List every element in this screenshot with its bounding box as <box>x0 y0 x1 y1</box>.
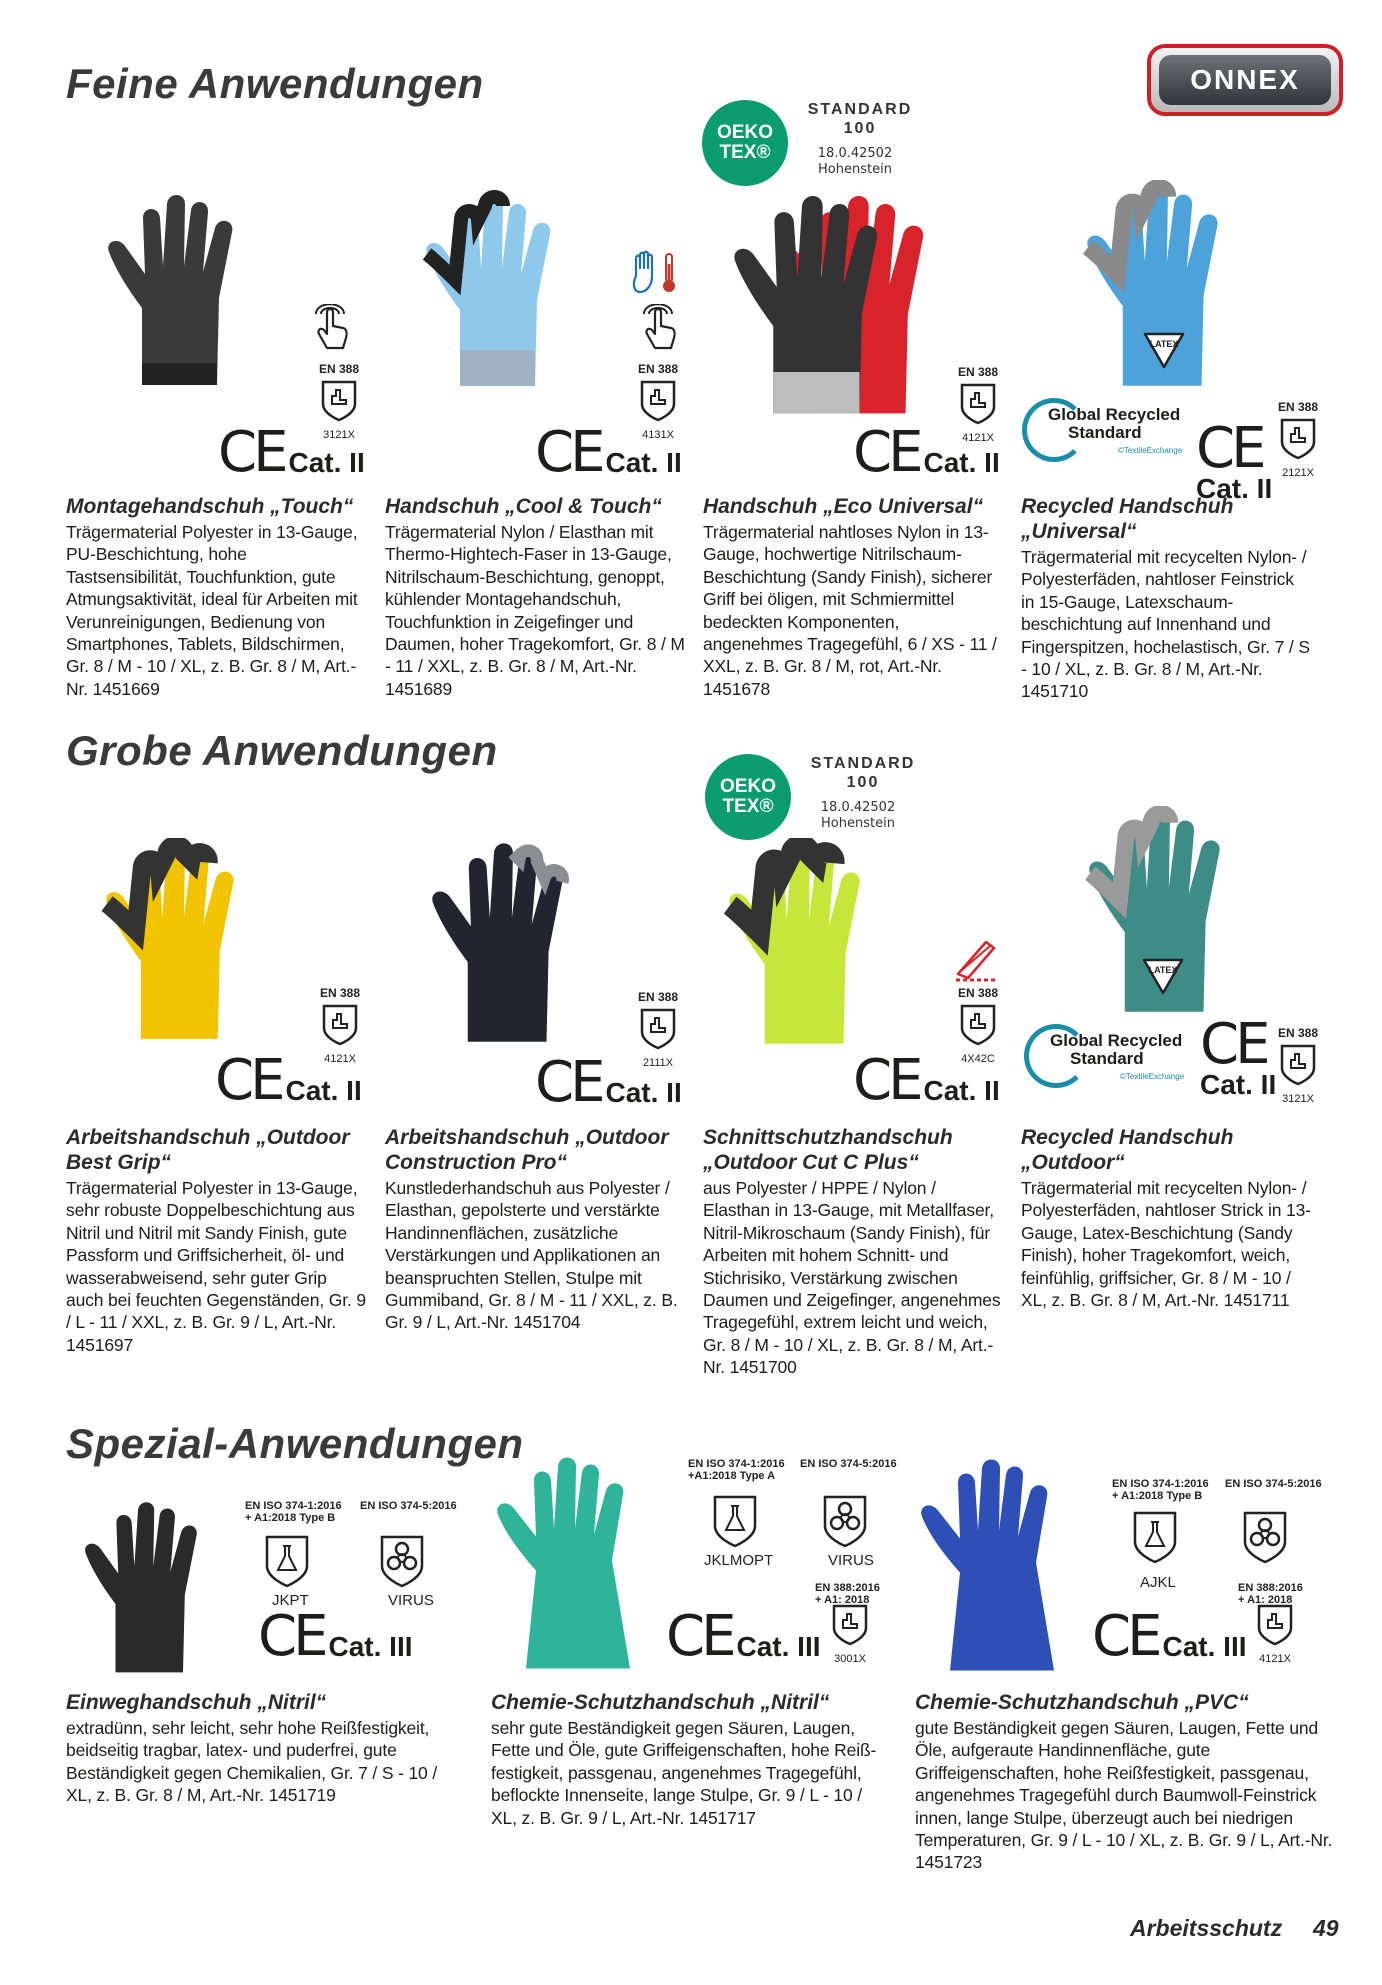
product-eco-universal: Handschuh „Eco Universal“ Trägermaterial nahtloses Nylon in 13-Gauge, hochwertige Nitrilschaum-Beschichtung (Sandy Finish), sicherer Griff bei öligen, mit Schmiermittel bedeckten Komponenten, angenehmes Tragegefühl, 6 / XS - 11 / XXL, z. B. Gr. 8 / M, rot, Art.-Nr. 1451678 <box>703 495 997 699</box>
iso374-5-label: EN ISO 374-5:2016 <box>1225 1478 1322 1490</box>
en388-2016-label: EN 388:2016 + A1: 2018 <box>815 1582 880 1606</box>
biohazard-icon <box>379 1534 425 1588</box>
latex-icon <box>1141 956 1185 996</box>
product-image-cool-touch <box>400 190 610 390</box>
global-recycled-standard-logo: Global Recycled Standard ©TextileExchange <box>1022 394 1198 464</box>
chemical-flask-icon <box>264 1534 310 1588</box>
chemical-code: JKPT <box>272 1592 309 1609</box>
en388-badge: EN 388 4121X <box>319 986 361 1065</box>
iso374-1-label: EN ISO 374-1:2016 + A1:2018 Type B <box>1112 1478 1209 1502</box>
product-image-cut-c-plus <box>702 838 922 1048</box>
touch-function-icon <box>309 304 353 350</box>
en388-shield-icon <box>320 1002 360 1046</box>
iso374-1-label: EN ISO 374-1:2016 + A1:2018 Type B <box>245 1500 342 1524</box>
section-title-feine: Feine Anwendungen <box>66 60 484 107</box>
chemical-code: JKLMOPT <box>704 1552 774 1569</box>
en388-shield-icon <box>1278 1042 1318 1086</box>
product-image-touch <box>82 188 292 388</box>
product-chem-pvc: Chemie-Schutzhandschuh „PVC“ gute Beständigkeit gegen Säuren, Laugen, Fette und Öle, aufgeraute Handinnenfläche, gute Griffeigenschaften, hohe Reißfestigkeit, passgenau, angenehmes Tragegefühl durch Baumwoll-Feinstrick innen, lange Stulpe, überzeugt auch bei niedrigen Temperaturen, Gr. 9 / L - 10 / XL, z. B. Gr. 9 / L, Art.-Nr. 1451723 <box>915 1691 1333 1873</box>
product-image-chem-nitril <box>478 1448 678 1673</box>
oeko-tex-circle: OEKO TEX® <box>705 754 791 840</box>
ce-mark: CE Cat. II <box>218 420 365 485</box>
section-title-grobe: Grobe Anwendungen <box>66 727 498 774</box>
en388-badge: EN 388 3121X <box>318 362 360 441</box>
onnex-logo <box>1147 44 1343 116</box>
page-number: 49 <box>1313 1915 1339 1941</box>
oeko-tex-circle: OEKO TEX® <box>702 100 788 186</box>
en388-shield-icon <box>958 1002 998 1046</box>
ce-mark: CE Cat. II <box>215 1048 362 1113</box>
en388-badge: EN 388 4131X <box>637 362 679 441</box>
oeko-standard: STANDARD 100 <box>807 101 913 137</box>
product-best-grip: Arbeitshandschuh „Outdoor Best Grip“ Trägermaterial Polyester in 13-Gauge, sehr robuste Doppelbeschichtung aus Nitril und Nitril mit Sandy Finish, gute Passform und Griffsicherheit, öl- und wasserabweisend, sehr guter Grip auch bei feuchten Gegenständen, Gr. 9 / L - 11 / XXL, z. B. Gr. 9 / L, Art.-Nr. 1451697 <box>66 1126 366 1355</box>
en388-shield-icon <box>638 1006 678 1050</box>
en388-badge: EN 388 2121X <box>1277 400 1319 479</box>
oeko-cert: 18.0.42502 Hohenstein <box>817 146 893 177</box>
en388-shield-icon <box>1278 416 1318 460</box>
latex-icon <box>1142 330 1186 370</box>
global-recycled-standard-logo: Global Recycled Standard ©TextileExchange <box>1024 1020 1200 1090</box>
product-chem-nitril: Chemie-Schutzhandschuh „Nitril“ sehr gute Beständigkeit gegen Säuren, Laugen, Fette und Öle, gute Griffeigenschaften, hohe Reiß-festigkeit, passgenau, angenehmes Tragegefühl, beflockte Innenseite, lange Stulpe, Gr. 9 / L - 10 / XL, z. B. Gr. 9 / L, Art.-Nr. 1451717 <box>491 1691 877 1828</box>
ce-mark: CE Cat. II <box>535 420 682 485</box>
ce-mark: CE Cat. II <box>535 1050 682 1115</box>
ce-mark: CE Cat. III <box>258 1604 413 1669</box>
product-image-eco-universal <box>700 188 950 418</box>
ce-mark: CE Cat. II <box>853 1048 1000 1113</box>
en388-shield-icon <box>638 378 678 422</box>
chemical-flask-icon <box>712 1494 758 1548</box>
biohazard-icon <box>1242 1510 1288 1564</box>
product-recycled-universal: Recycled Handschuh „Universal“ Trägermaterial mit recycelten Nylon- / Polyesterfäden, nahtloser Feinstrick in 15-Gauge, Latexschaum-beschichtung auf Innenhand und Fingerspitzen, hochelastisch, Gr. 7 / S - 10 / XL, z. B. Gr. 8 / M, Art.-Nr. 1451710 <box>1021 495 1310 702</box>
virus-label: VIRUS <box>388 1592 434 1609</box>
biohazard-icon <box>822 1494 868 1548</box>
oeko-standard: STANDARD 100 <box>810 755 916 791</box>
cut-protection-icon <box>952 936 1000 982</box>
oeko-cert: 18.0.42502 Hohenstein <box>820 800 896 831</box>
en388-shield-icon <box>958 381 998 425</box>
en388-shield-icon <box>319 378 359 422</box>
section-title-spezial: Spezial-Anwendungen <box>66 1420 524 1467</box>
product-einweg-nitril: Einweghandschuh „Nitril“ extradünn, sehr leicht, sehr hohe Reißfestigkeit, beidseitig tragbar, latex- und puderfrei, gute Beständigkeit gegen Chemikalien, Gr. 7 / S - 10 / XL, z. B. Gr. 8 / M, Art.-Nr. 1451719 <box>66 1691 438 1806</box>
product-image-chem-pvc <box>902 1450 1102 1675</box>
en388-badge: EN 388 2111X <box>637 990 679 1069</box>
ce-mark: CE Cat. II <box>1200 1012 1277 1100</box>
en388-badge: EN 388 4121X <box>957 365 999 444</box>
ce-mark: CE Cat. II <box>1196 416 1273 504</box>
product-cut-c-plus: Schnittschutzhandschuh „Outdoor Cut C Plus“ aus Polyester / HPPE / Nylon / Elasthan in 13-Gauge, mit Metallfaser, Nitril-Mikroschaum (Sandy Finish), für Arbeiten mit hohem Schnitt- und Stichrisiko, Verstärkung zwischen Daumen und Zeigefinger, angenehmes Tragegefühl, extrem leicht und weich, Gr. 8 / M - 10 / XL, z. B. Gr. 8 / M, Art.-Nr. 1451700 <box>703 1126 1001 1378</box>
iso374-5-label: EN ISO 374-5:2016 <box>800 1458 897 1470</box>
product-cool-touch: Handschuh „Cool & Touch“ Trägermaterial Nylon / Elasthan mit Thermo-Hightech-Faser in 13-Gauge, Nitrilschaum-Beschichtung, genoppt, kühlender Montagehandschuh, Touchfunktion in Zeigefinger und Daumen, hoher Tragekomfort, Gr. 8 / M - 11 / XXL, z. B. Gr. 8 / M, Art.-Nr. 1451689 <box>385 495 685 699</box>
en388-badge: EN 388 3121X <box>1277 1026 1319 1105</box>
en388-badge: 4121X <box>1245 1600 1305 1665</box>
iso374-1-label: EN ISO 374-1:2016 +A1:2018 Type A <box>688 1458 785 1482</box>
ce-mark: CE Cat. III <box>666 1604 821 1669</box>
ce-mark: CE Cat. III <box>1092 1604 1247 1669</box>
chemical-code: AJKL <box>1140 1574 1176 1591</box>
en388-badge: 3001X <box>820 1600 880 1665</box>
product-construction-pro: Arbeitshandschuh „Outdoor Construction Pro“ Kunstlederhandschuh aus Polyester / Elasthan, gepolsterte und verstärkte Handinnenflächen, zusätzliche Verstärkungen und Applikationen an beanspruchten Stellen, Stulpe mit Gummiband, Gr. 8 / M - 11 / XXL, z. B. Gr. 9 / L, Art.-Nr. 1451704 <box>385 1126 678 1333</box>
en388-2016-label: EN 388:2016 + A1: 2018 <box>1238 1582 1303 1606</box>
product-image-construction-pro <box>410 836 620 1046</box>
product-touch: Montagehandschuh „Touch“ Trägermaterial Polyester in 13-Gauge, PU-Beschichtung, hohe Tastsensibilität, Touchfunktion, gute Atmungsaktivität, ideal für Arbeiten mit Verunreinigungen, Bedienung von Smartphones, Tablets, Bildschirmen, Gr. 8 / M - 10 / XL, z. B. Gr. 8 / M, Art.-Nr. 1451669 <box>66 495 358 699</box>
logo-text: ONNEX <box>1159 55 1331 105</box>
iso374-5-label: EN ISO 374-5:2016 <box>360 1500 457 1512</box>
product-recycled-outdoor: Recycled Handschuh „Outdoor“ Trägermaterial mit recycelten Nylon- / Polyesterfäden, nahtloser Strick in 13-Gauge, Latex-Beschichtung (Sandy Finish), hoher Tragekomfort, weich, feinfühlig, griffsicher, Gr. 8 / M - 10 / XL, z. B. Gr. 8 / M, Art.-Nr. 1451711 <box>1021 1126 1311 1311</box>
footer-section-label: Arbeitsschutz <box>1130 1915 1283 1941</box>
cooling-icon <box>630 250 682 296</box>
product-image-best-grip <box>82 838 292 1043</box>
touch-function-icon <box>637 304 681 350</box>
ce-mark: CE Cat. II <box>853 420 1000 485</box>
virus-label: VIRUS <box>828 1552 874 1569</box>
en388-badge: EN 388 4X42C <box>957 986 999 1065</box>
chemical-flask-icon <box>1132 1510 1178 1564</box>
product-image-einweg-nitril <box>66 1486 246 1686</box>
en388-shield-icon <box>830 1602 870 1646</box>
en388-shield-icon <box>1255 1602 1295 1646</box>
